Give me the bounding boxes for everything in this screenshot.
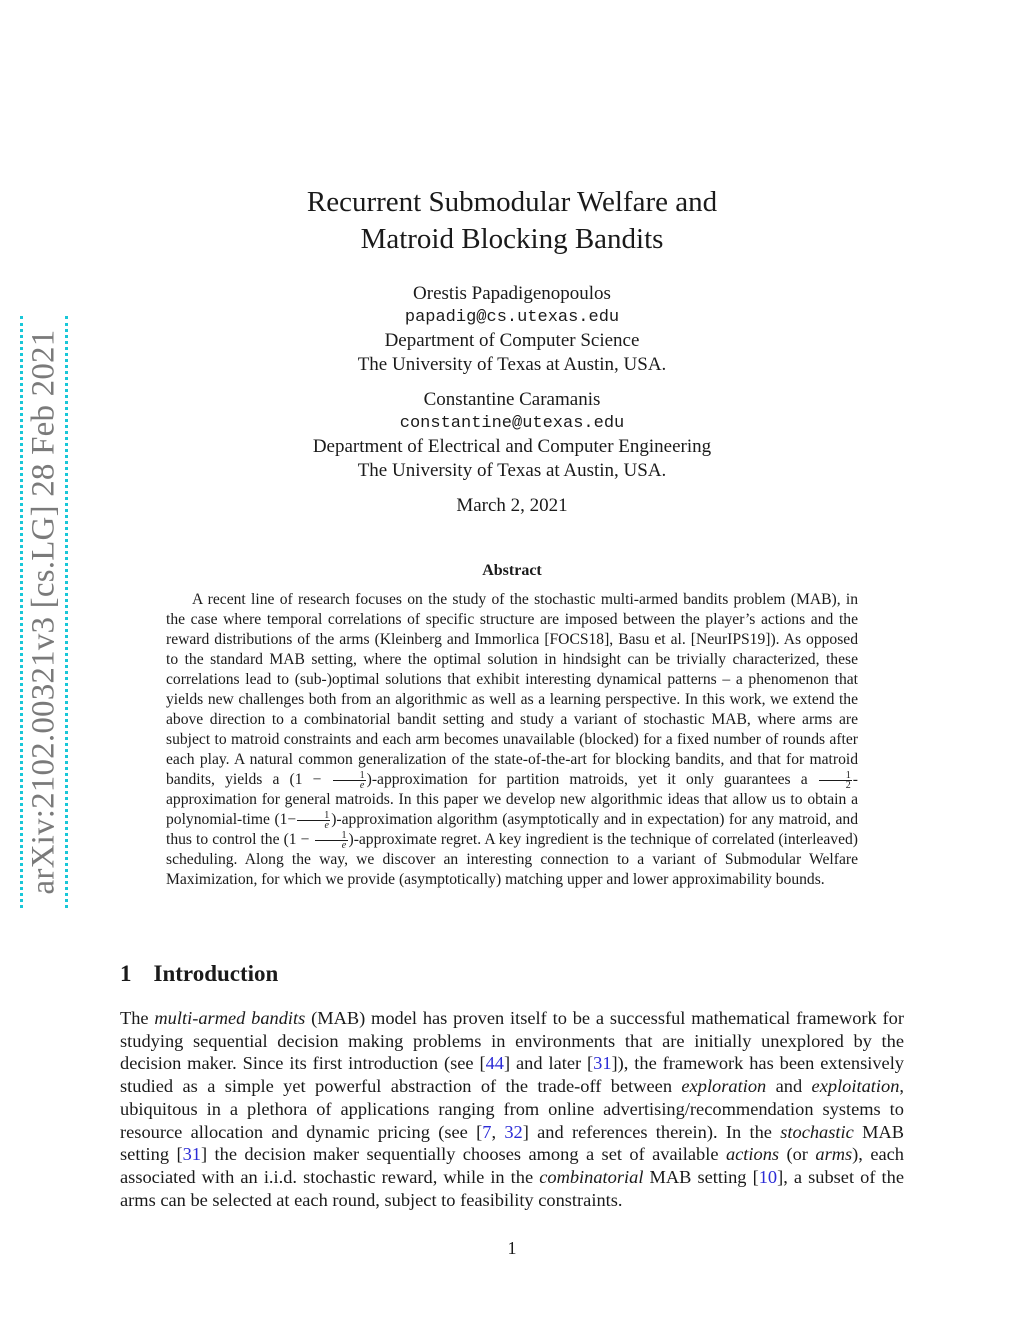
paper-title bbox=[0, 184, 1024, 258]
citation-link[interactable]: 31 bbox=[182, 1144, 201, 1165]
intro-text: and bbox=[766, 1076, 812, 1097]
author-department: Department of Computer Science bbox=[384, 330, 640, 351]
intro-emphasis: arms bbox=[815, 1144, 853, 1165]
citation-link[interactable]: 44 bbox=[485, 1053, 504, 1074]
intro-text: MAB setting [ bbox=[120, 1121, 904, 1165]
author-email: constantine@utexas.edu bbox=[399, 413, 625, 433]
abstract-body bbox=[166, 590, 858, 890]
intro-text: ), each associated with an i.i.d. stochastic reward, while in the bbox=[120, 1144, 905, 1187]
title-line-1: Recurrent Submodular Welfare and bbox=[306, 186, 718, 218]
intro-emphasis: exploration bbox=[681, 1076, 767, 1097]
page-number: 1 bbox=[507, 1238, 517, 1258]
fraction-numerator: 1 bbox=[333, 771, 366, 781]
citation-link[interactable]: 31 bbox=[593, 1053, 612, 1074]
fraction-denominator: 2 bbox=[845, 779, 851, 791]
intro-text: ], a subset of the arms can be selected at each round, subject to feasibility constraints. bbox=[120, 1166, 904, 1210]
fraction-denominator: e bbox=[341, 839, 347, 851]
author-university: The University of Texas at Austin, USA. bbox=[357, 353, 667, 375]
fraction-one-over-e bbox=[315, 831, 348, 850]
intro-text: ] the decision maker sequentially chooses among a set of available bbox=[200, 1144, 726, 1165]
abstract-text: )-approximate regret. A key ingredient is the technique of correlated (interleaved) scheduling. Along the way, we discover an interesting connection to a variant of Submodular Welfare Maximization, for which we provide (asymptotically) matching upper and lower approximability bounds. bbox=[166, 831, 858, 888]
author-university: The University of Texas at Austin, USA. bbox=[357, 459, 667, 481]
abstract-heading: Abstract bbox=[482, 562, 542, 579]
fraction-denominator: e bbox=[359, 779, 365, 791]
author-list bbox=[0, 282, 1024, 494]
citation-link[interactable]: 7 bbox=[482, 1121, 492, 1142]
section-number: 1 bbox=[120, 961, 132, 986]
author-block bbox=[0, 388, 1024, 482]
fraction-numerator: 1 bbox=[819, 771, 852, 781]
abstract-text: )-approximation algorithm (asymptotically and in expectation) for any matroid, and thus to control the (1 − bbox=[166, 811, 859, 848]
citation-link[interactable]: 10 bbox=[758, 1166, 778, 1187]
fraction-one-half bbox=[819, 771, 852, 790]
intro-text: (MAB) model has proven itself to be a successful mathematical framework for studying sequential decision making problems in environments that are initially unexplored by the decision maker. Since its first introduction (see [ bbox=[120, 1008, 904, 1074]
arxiv-identifier: arXiv:2102.00321v3 [cs.LG] 28 Feb 2021 bbox=[25, 329, 62, 895]
intro-text: ]), the framework has been extensively studied as a simple yet powerful abstraction of the trade-off between bbox=[120, 1053, 905, 1097]
intro-emphasis: actions bbox=[725, 1144, 780, 1165]
title-line-2: Matroid Blocking Bandits bbox=[360, 223, 664, 255]
intro-text: (or bbox=[779, 1144, 816, 1165]
citation-link[interactable]: 32 bbox=[504, 1121, 523, 1142]
intro-text: MAB setting [ bbox=[643, 1166, 759, 1187]
abstract-text: -approximation for general matroids. In this paper we develop new algorithmic ideas that allow us to obtain a polynomial-time (1− bbox=[166, 771, 858, 828]
fraction-one-over-e bbox=[333, 771, 366, 790]
section-heading bbox=[120, 961, 278, 987]
fraction-numerator: 1 bbox=[315, 831, 348, 841]
author-email: papadig@cs.utexas.edu bbox=[404, 307, 620, 327]
intro-paragraph bbox=[120, 1007, 904, 1211]
intro-text: ] and references therein). In the bbox=[522, 1121, 781, 1142]
intro-emphasis: stochastic bbox=[780, 1121, 854, 1142]
intro-emphasis: exploitation bbox=[811, 1076, 900, 1097]
author-name: Constantine Caramanis bbox=[423, 389, 601, 410]
fraction-numerator: 1 bbox=[297, 811, 330, 821]
intro-text: , bbox=[491, 1121, 505, 1142]
author-name: Orestis Papadigenopoulos bbox=[413, 283, 611, 304]
intro-text: The bbox=[120, 1008, 155, 1028]
paper-date: March 2, 2021 bbox=[456, 495, 568, 516]
abstract-text: )-approximation for partition matroids, yet it only guarantees a bbox=[366, 771, 808, 788]
intro-emphasis: multi-armed bandits bbox=[154, 1008, 306, 1028]
section-title: Introduction bbox=[153, 961, 279, 986]
author-department: Department of Electrical and Computer Engineering bbox=[312, 436, 712, 457]
abstract-text: A recent line of research focuses on the study of the stochastic multi-armed bandits problem (MAB), in the case where temporal correlations of specific structure are imposed between the player’s actions and the reward distributions of the arms (Kleinberg and Immorlica [FOCS18], Basu et al. [NeurIPS19]). As opposed to the standard MAB setting, where the optimal solution in hindsight can be trivially characterized, these correlations lead to (sub-)optimal solutions that exhibit interesting dynamical patterns – a phenomenon that yields new challenges both from an algorithmic as well as a learning perspective. In this work, we extend the above direction to a combinatorial bandit setting and study a variant of stochastic MAB, where arms are subject to matroid constraints and each arm becomes unavailable (blocked) for a fixed number of rounds after each play. A natural common generalization of the state-of-the-art for blocking bandits, and that for matroid bandits, yields a (1 − bbox=[166, 591, 858, 788]
intro-text: ] and later [ bbox=[503, 1053, 594, 1074]
author-block bbox=[0, 282, 1024, 376]
fraction-one-over-e bbox=[297, 811, 330, 830]
intro-text: , ubiquitous in a plethora of applications ranging from online advertising/recommendation systems to resource allocation and dynamic pricing (see [ bbox=[120, 1076, 905, 1142]
intro-emphasis: combinatorial bbox=[539, 1166, 644, 1187]
fraction-denominator: e bbox=[324, 819, 329, 831]
